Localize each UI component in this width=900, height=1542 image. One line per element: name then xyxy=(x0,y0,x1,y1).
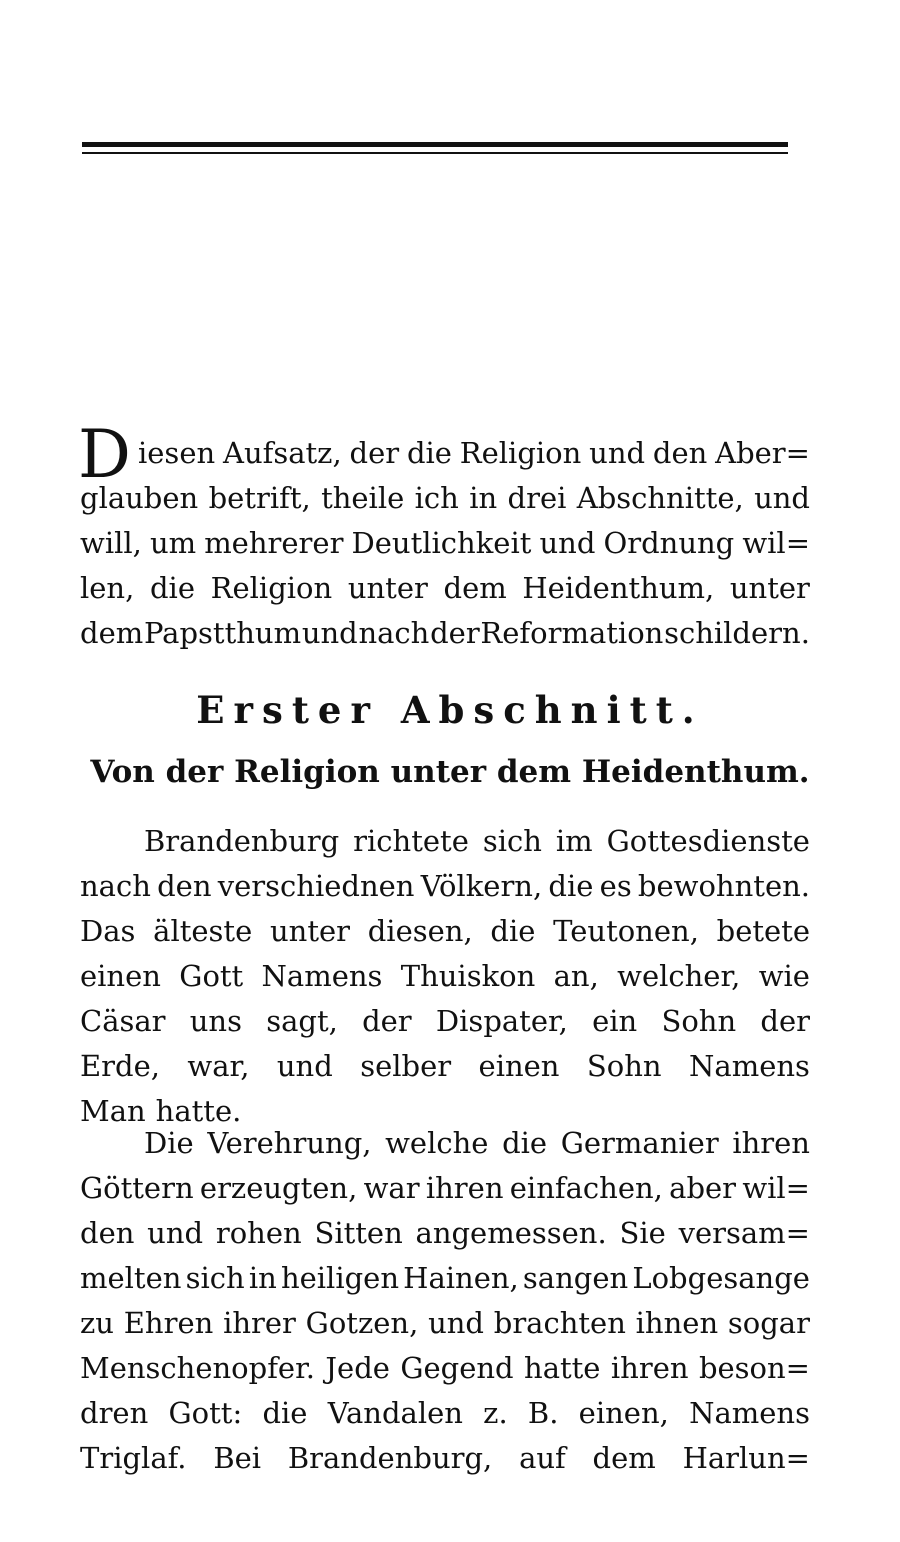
word: den xyxy=(652,436,708,470)
word: theile xyxy=(321,481,405,515)
word: Germanier xyxy=(560,1126,719,1160)
word: erzeugten, xyxy=(199,1171,358,1205)
word: Jede xyxy=(325,1351,390,1385)
word: den xyxy=(157,869,212,903)
word: Brandenburg, xyxy=(287,1441,493,1475)
word: einen xyxy=(478,1049,560,1083)
word: sich xyxy=(185,1261,245,1295)
word: die xyxy=(406,436,452,470)
text-line xyxy=(80,959,810,1004)
word: sich xyxy=(482,824,542,858)
text-line xyxy=(80,526,810,571)
word: war xyxy=(363,1171,420,1205)
text-line xyxy=(80,1441,810,1486)
word: betete xyxy=(716,914,810,948)
word: dem xyxy=(592,1441,656,1475)
word: Gegend xyxy=(400,1351,514,1385)
word: Aufsatz, xyxy=(223,436,342,470)
word: Deutlichkeit xyxy=(351,526,532,560)
word: z. xyxy=(483,1396,508,1430)
word: der xyxy=(362,1004,412,1038)
word: Sohn xyxy=(661,1004,737,1038)
word: war, xyxy=(187,1049,250,1083)
word: Hainen, xyxy=(403,1261,519,1295)
word: Ehren xyxy=(123,1306,214,1340)
word: nach xyxy=(358,616,430,650)
word: und xyxy=(147,1216,204,1250)
word: Völkern, xyxy=(420,869,543,903)
word: älteste xyxy=(153,914,253,948)
text-line xyxy=(80,1396,810,1441)
word: Religion xyxy=(459,436,582,470)
word: einen xyxy=(80,959,161,993)
word: auf xyxy=(519,1441,566,1475)
word: unter xyxy=(347,571,428,605)
word: Gottesdienste xyxy=(606,824,810,858)
word: einen, xyxy=(578,1396,669,1430)
word: und xyxy=(428,1306,484,1340)
word: den xyxy=(80,1216,135,1250)
word: Namens xyxy=(689,1396,810,1430)
text-line xyxy=(80,616,810,661)
word: brachten xyxy=(493,1306,626,1340)
word: Papstthum xyxy=(143,616,302,650)
word: und xyxy=(539,526,596,560)
word: mehrerer xyxy=(204,526,344,560)
word: Sohn xyxy=(586,1049,662,1083)
word: und xyxy=(589,436,646,470)
word: Gott xyxy=(179,959,244,993)
word: selber xyxy=(360,1049,452,1083)
word: drei xyxy=(507,481,567,515)
word: einfachen, xyxy=(509,1171,663,1205)
word: Verehrung, xyxy=(207,1126,372,1160)
header-rule-thin xyxy=(82,152,788,154)
word: der xyxy=(349,436,400,470)
word: welche xyxy=(385,1126,489,1160)
header-rule-thick xyxy=(82,142,788,147)
word: in xyxy=(469,481,498,515)
text-line xyxy=(80,1351,810,1396)
word: an, xyxy=(553,959,599,993)
word: ein xyxy=(592,1004,638,1038)
word: verschiednen xyxy=(217,869,415,903)
word: uns xyxy=(189,1004,242,1038)
section-heading: Erster Abschnitt. xyxy=(196,688,704,732)
word: um xyxy=(149,526,197,560)
word: die xyxy=(262,1396,308,1430)
word: Erde, xyxy=(80,1049,160,1083)
word: unter xyxy=(269,914,351,948)
word: Thuiskon xyxy=(400,959,536,993)
word: ihnen xyxy=(635,1306,719,1340)
word: ihren xyxy=(425,1171,504,1205)
word: angemessen. xyxy=(415,1216,607,1250)
word: die xyxy=(490,914,536,948)
word: in xyxy=(248,1261,277,1295)
text-line xyxy=(80,1216,810,1261)
word: schildern. xyxy=(664,616,810,650)
text-line xyxy=(80,481,810,526)
section-subtitle: Von der Religion unter dem Heidenthum. xyxy=(90,754,810,790)
word: heiligen xyxy=(280,1261,400,1295)
word: betrift, xyxy=(208,481,311,515)
word: Namens xyxy=(689,1049,810,1083)
paragraph-2 xyxy=(80,1126,810,1486)
word: dem xyxy=(80,616,144,650)
word: beson= xyxy=(698,1351,810,1385)
word: Man xyxy=(80,1094,146,1128)
text-line xyxy=(80,1049,810,1094)
word: rohen xyxy=(215,1216,302,1250)
word: ihren xyxy=(732,1126,810,1160)
text-line xyxy=(80,914,810,959)
word: Die xyxy=(144,1126,194,1160)
word: Bei xyxy=(213,1441,262,1475)
word: im xyxy=(555,824,593,858)
word: iesen xyxy=(138,436,216,470)
intro-paragraph xyxy=(78,416,810,661)
word: Menschenopfer. xyxy=(80,1351,315,1385)
word: glauben xyxy=(80,481,199,515)
word: sogar xyxy=(727,1306,810,1340)
word: Namens xyxy=(261,959,383,993)
word: der xyxy=(430,616,480,650)
word: ihren xyxy=(610,1351,689,1385)
word: unter xyxy=(729,571,810,605)
word: versam= xyxy=(678,1216,810,1250)
word: Abschnitte, xyxy=(576,481,744,515)
word: Religion xyxy=(210,571,333,605)
text-line xyxy=(78,416,810,493)
drop-cap: D xyxy=(78,416,131,493)
text-line xyxy=(80,1126,810,1171)
word: die xyxy=(149,571,195,605)
word: will, xyxy=(80,526,142,560)
word: aber xyxy=(669,1171,737,1205)
word: Lobgesange xyxy=(632,1261,810,1295)
word: sagt, xyxy=(266,1004,338,1038)
word: Gotzen, xyxy=(305,1306,419,1340)
word: Aber= xyxy=(715,436,810,470)
word: Reformation xyxy=(480,616,664,650)
text-line xyxy=(80,1171,810,1216)
word: B. xyxy=(527,1396,559,1430)
word: bewohnten. xyxy=(637,869,810,903)
word: ihrer xyxy=(223,1306,296,1340)
text-line xyxy=(80,571,810,616)
text-line xyxy=(80,869,810,914)
word: Sitten xyxy=(314,1216,403,1250)
word: Harlun= xyxy=(682,1441,810,1475)
word: und xyxy=(301,616,358,650)
word: Vandalen xyxy=(327,1396,463,1430)
word: nach xyxy=(80,869,151,903)
word: zu xyxy=(80,1306,114,1340)
word: wil= xyxy=(742,1171,810,1205)
word: Gott: xyxy=(168,1396,243,1430)
word: es xyxy=(599,869,632,903)
word: Ordnung xyxy=(603,526,735,560)
word: sangen xyxy=(522,1261,629,1295)
word: Cäsar xyxy=(80,1004,166,1038)
word: melten xyxy=(80,1261,182,1295)
word: len, xyxy=(80,571,135,605)
word: die xyxy=(502,1126,548,1160)
word: dren xyxy=(80,1396,149,1430)
word: richtete xyxy=(353,824,469,858)
text-line xyxy=(80,824,810,869)
word: Das xyxy=(80,914,136,948)
word: ich xyxy=(414,481,459,515)
word: wil= xyxy=(742,526,810,560)
paragraph-1 xyxy=(80,824,810,1139)
text-line xyxy=(80,1306,810,1351)
word: Teutonen, xyxy=(553,914,699,948)
word: und xyxy=(754,481,810,515)
word: die xyxy=(548,869,594,903)
word: Göttern xyxy=(80,1171,194,1205)
word: und xyxy=(276,1049,333,1083)
text-line xyxy=(80,1261,810,1306)
word: wie xyxy=(758,959,810,993)
word: welcher, xyxy=(617,959,741,993)
word: Dispater, xyxy=(435,1004,568,1038)
word: Triglaf. xyxy=(80,1441,187,1475)
word: hatte xyxy=(524,1351,601,1385)
text-line xyxy=(80,1004,810,1049)
word: der xyxy=(760,1004,810,1038)
word: dem xyxy=(443,571,507,605)
word: hatte. xyxy=(155,1094,242,1128)
word: Sie xyxy=(619,1216,666,1250)
word: Heidenthum, xyxy=(522,571,715,605)
word: diesen, xyxy=(367,914,473,948)
word: Brandenburg xyxy=(144,824,340,858)
